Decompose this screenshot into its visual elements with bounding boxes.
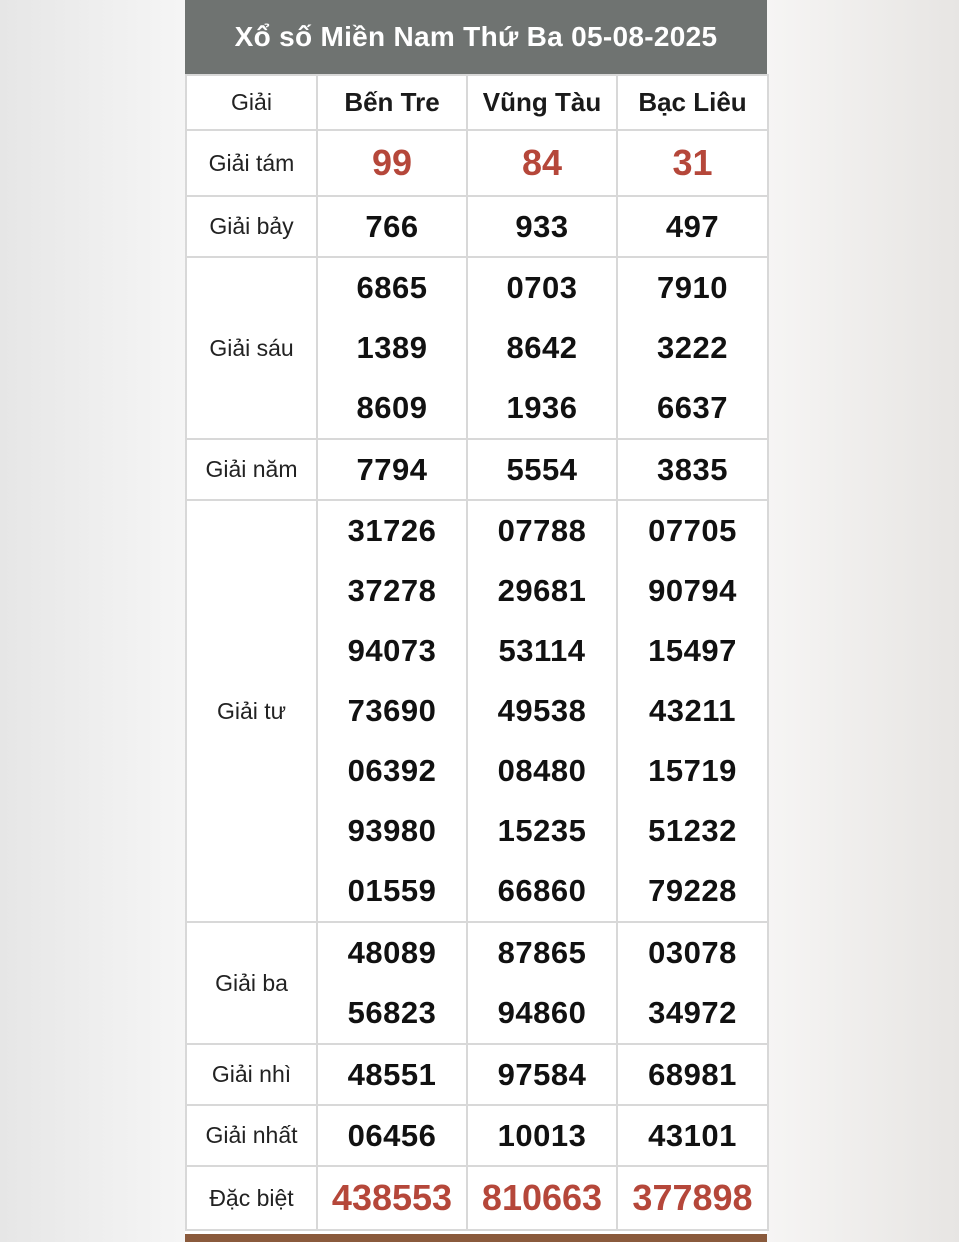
- province-header-ben-tre: Bến Tre: [317, 75, 467, 130]
- result-g1-ben-tre: 06456: [317, 1105, 467, 1166]
- results-table: [185, 74, 769, 1231]
- result-g3-bac-lieu: [617, 922, 768, 1044]
- result-g1-bac-lieu: 43101: [617, 1105, 768, 1166]
- prize-name-g5: Giải năm: [186, 439, 317, 500]
- result-number: 8642: [506, 330, 578, 365]
- result-g2-bac-lieu: 68981: [617, 1044, 768, 1105]
- footer-strip: [185, 1234, 767, 1242]
- prize-name-g4: Giải tư: [186, 500, 317, 922]
- result-number: 73690: [347, 693, 437, 728]
- result-special-vung-tau: 810663: [467, 1166, 617, 1230]
- prize-row-g5: [186, 439, 768, 500]
- result-special-ben-tre: 438553: [317, 1166, 467, 1230]
- prize-name-g1: Giải nhất: [186, 1105, 317, 1166]
- prize-name-g8: Giải tám: [186, 130, 317, 196]
- prize-name-g2: Giải nhì: [186, 1044, 317, 1105]
- result-number: 07788: [497, 513, 587, 548]
- result-number: 51232: [648, 813, 737, 848]
- result-number: 6637: [657, 390, 728, 425]
- result-number: 07705: [648, 513, 737, 548]
- result-g2-vung-tau: 97584: [467, 1044, 617, 1105]
- result-g7-vung-tau: 933: [467, 196, 617, 257]
- result-g7-bac-lieu: 497: [617, 196, 768, 257]
- result-number: 94073: [347, 633, 437, 668]
- result-number: 01559: [347, 873, 437, 908]
- province-header-vung-tau: Vũng Tàu: [467, 75, 617, 130]
- result-number: 37278: [347, 573, 437, 608]
- prize-name-g7: Giải bảy: [186, 196, 317, 257]
- result-number: 1936: [506, 390, 578, 425]
- result-g6-bac-lieu: [617, 257, 768, 439]
- lottery-results-board: [185, 0, 767, 1242]
- result-number: 6865: [356, 270, 428, 305]
- result-number: 08480: [497, 753, 587, 788]
- prize-row-g7: [186, 196, 768, 257]
- result-number: 66860: [497, 873, 587, 908]
- prize-column-header: Giải: [186, 75, 317, 130]
- result-number: 8609: [356, 390, 428, 425]
- prize-row-g6: [186, 257, 768, 439]
- prize-row-special: [186, 1166, 768, 1230]
- result-g6-vung-tau: [467, 257, 617, 439]
- result-number: 31726: [347, 513, 437, 548]
- result-g4-vung-tau: [467, 500, 617, 922]
- result-number: 7910: [657, 270, 728, 305]
- result-number: 3222: [657, 330, 728, 365]
- prize-name-special: Đặc biệt: [186, 1166, 317, 1230]
- result-number: 15235: [497, 813, 587, 848]
- result-number: 15719: [648, 753, 737, 788]
- result-number: 0703: [506, 270, 578, 305]
- result-g4-ben-tre: [317, 500, 467, 922]
- result-number: 15497: [648, 633, 737, 668]
- prize-row-g8: [186, 130, 768, 196]
- result-special-bac-lieu: 377898: [617, 1166, 768, 1230]
- result-number: 48089: [347, 935, 437, 970]
- prize-name-g3: Giải ba: [186, 922, 317, 1044]
- result-g6-ben-tre: [317, 257, 467, 439]
- result-number: 03078: [648, 935, 737, 970]
- result-g5-ben-tre: 7794: [317, 439, 467, 500]
- result-g7-ben-tre: 766: [317, 196, 467, 257]
- result-g1-vung-tau: 10013: [467, 1105, 617, 1166]
- prize-row-g1: [186, 1105, 768, 1166]
- prize-row-g3: [186, 922, 768, 1044]
- result-number: 53114: [498, 633, 586, 668]
- prize-row-g4: [186, 500, 768, 922]
- province-header-bac-lieu: Bạc Liêu: [617, 75, 768, 130]
- result-g4-bac-lieu: [617, 500, 768, 922]
- result-g8-vung-tau: 84: [467, 130, 617, 196]
- result-g8-bac-lieu: 31: [617, 130, 768, 196]
- result-number: 56823: [347, 995, 437, 1030]
- result-number: 87865: [497, 935, 587, 970]
- result-number: 90794: [648, 573, 737, 608]
- result-number: 49538: [497, 693, 587, 728]
- result-number: 79228: [648, 873, 737, 908]
- result-number: 29681: [497, 573, 587, 608]
- prize-row-g2: [186, 1044, 768, 1105]
- prize-name-g6: Giải sáu: [186, 257, 317, 439]
- result-g8-ben-tre: 99: [317, 130, 467, 196]
- result-number: 34972: [648, 995, 737, 1030]
- result-number: 94860: [497, 995, 587, 1030]
- result-number: 93980: [347, 813, 437, 848]
- result-g5-bac-lieu: 3835: [617, 439, 768, 500]
- result-number: 1389: [356, 330, 428, 365]
- result-g3-ben-tre: [317, 922, 467, 1044]
- results-title: Xổ số Miền Nam Thứ Ba 05-08-2025: [185, 0, 767, 74]
- result-g5-vung-tau: 5554: [467, 439, 617, 500]
- province-header-row: [186, 75, 768, 130]
- result-g3-vung-tau: [467, 922, 617, 1044]
- result-g2-ben-tre: 48551: [317, 1044, 467, 1105]
- result-number: 43211: [649, 693, 736, 728]
- result-number: 06392: [347, 753, 437, 788]
